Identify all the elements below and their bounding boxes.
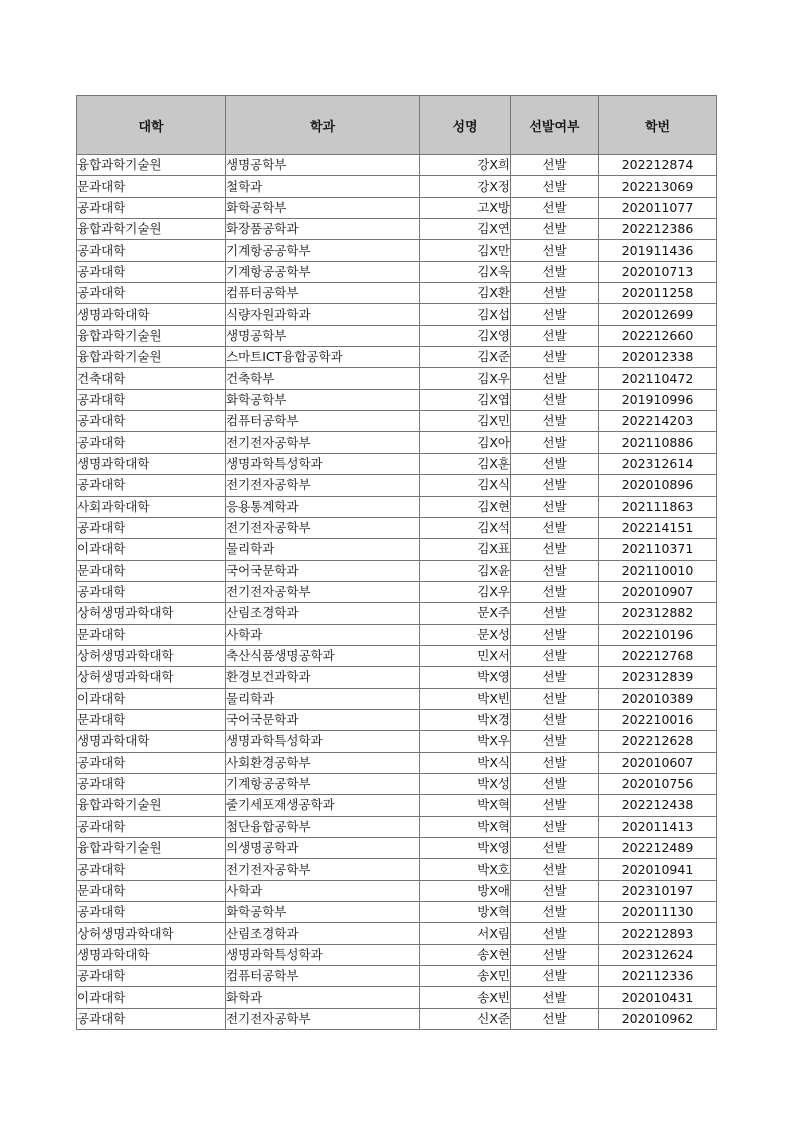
cell-department: 의생명공학과 bbox=[226, 838, 420, 859]
cell-selection: 선발 bbox=[511, 304, 599, 325]
cell-name: 김X엽 bbox=[420, 389, 511, 410]
cell-college: 융합과학기술원 bbox=[77, 795, 226, 816]
cell-college: 이과대학 bbox=[77, 688, 226, 709]
cell-college: 공과대학 bbox=[77, 1008, 226, 1029]
cell-name: 송X현 bbox=[420, 944, 511, 965]
cell-name: 박X호 bbox=[420, 859, 511, 880]
table-row bbox=[77, 325, 717, 346]
cell-college: 융합과학기술원 bbox=[77, 347, 226, 368]
cell-college: 융합과학기술원 bbox=[77, 325, 226, 346]
cell-college: 공과대학 bbox=[77, 475, 226, 496]
cell-selection: 선발 bbox=[511, 155, 599, 176]
cell-selection: 선발 bbox=[511, 261, 599, 282]
table-row bbox=[77, 902, 717, 923]
table-row bbox=[77, 838, 717, 859]
cell-college: 문과대학 bbox=[77, 709, 226, 730]
table-row bbox=[77, 752, 717, 773]
cell-student-id: 202010713 bbox=[599, 261, 717, 282]
table-row bbox=[77, 261, 717, 282]
cell-department: 화학공학부 bbox=[226, 197, 420, 218]
table-row bbox=[77, 987, 717, 1008]
cell-selection: 선발 bbox=[511, 581, 599, 602]
cell-department: 환경보건과학과 bbox=[226, 667, 420, 688]
cell-name: 박X영 bbox=[420, 838, 511, 859]
cell-department: 전기전자공학부 bbox=[226, 1008, 420, 1029]
cell-selection: 선발 bbox=[511, 176, 599, 197]
cell-selection: 선발 bbox=[511, 880, 599, 901]
cell-name: 김X섭 bbox=[420, 304, 511, 325]
cell-college: 공과대학 bbox=[77, 411, 226, 432]
cell-selection: 선발 bbox=[511, 432, 599, 453]
cell-college: 사회과학대학 bbox=[77, 496, 226, 517]
table-row bbox=[77, 283, 717, 304]
cell-college: 문과대학 bbox=[77, 176, 226, 197]
cell-department: 화학공학부 bbox=[226, 389, 420, 410]
cell-selection: 선발 bbox=[511, 987, 599, 1008]
cell-student-id: 202212874 bbox=[599, 155, 717, 176]
table-row bbox=[77, 432, 717, 453]
cell-college: 공과대학 bbox=[77, 261, 226, 282]
cell-student-id: 202212489 bbox=[599, 838, 717, 859]
cell-department: 전기전자공학부 bbox=[226, 581, 420, 602]
cell-name: 김X연 bbox=[420, 219, 511, 240]
cell-student-id: 201910996 bbox=[599, 389, 717, 410]
table-row bbox=[77, 560, 717, 581]
cell-student-id: 202010941 bbox=[599, 859, 717, 880]
cell-selection: 선발 bbox=[511, 603, 599, 624]
cell-name: 박X우 bbox=[420, 731, 511, 752]
cell-student-id: 202312839 bbox=[599, 667, 717, 688]
cell-department: 컴퓨터공학부 bbox=[226, 966, 420, 987]
cell-college: 융합과학기술원 bbox=[77, 838, 226, 859]
cell-name: 박X빈 bbox=[420, 688, 511, 709]
cell-selection: 선발 bbox=[511, 283, 599, 304]
cell-student-id: 202214203 bbox=[599, 411, 717, 432]
table-row bbox=[77, 155, 717, 176]
cell-selection: 선발 bbox=[511, 496, 599, 517]
cell-student-id: 202010389 bbox=[599, 688, 717, 709]
cell-student-id: 202010962 bbox=[599, 1008, 717, 1029]
cell-college: 공과대학 bbox=[77, 859, 226, 880]
table-header bbox=[77, 96, 717, 155]
cell-department: 물리학과 bbox=[226, 688, 420, 709]
cell-student-id: 202212768 bbox=[599, 645, 717, 666]
cell-student-id: 202110010 bbox=[599, 560, 717, 581]
cell-student-id: 202212628 bbox=[599, 731, 717, 752]
cell-student-id: 202010896 bbox=[599, 475, 717, 496]
cell-student-id: 202111863 bbox=[599, 496, 717, 517]
cell-selection: 선발 bbox=[511, 752, 599, 773]
cell-department: 건축학부 bbox=[226, 368, 420, 389]
cell-selection: 선발 bbox=[511, 539, 599, 560]
cell-student-id: 202210016 bbox=[599, 709, 717, 730]
cell-selection: 선발 bbox=[511, 325, 599, 346]
cell-department: 첨단융합공학부 bbox=[226, 816, 420, 837]
cell-student-id: 202212660 bbox=[599, 325, 717, 346]
cell-name: 김X민 bbox=[420, 411, 511, 432]
cell-name: 박X식 bbox=[420, 752, 511, 773]
cell-selection: 선발 bbox=[511, 517, 599, 538]
cell-department: 사학과 bbox=[226, 624, 420, 645]
table-row bbox=[77, 923, 717, 944]
cell-name: 김X우 bbox=[420, 581, 511, 602]
table-row bbox=[77, 795, 717, 816]
cell-name: 김X환 bbox=[420, 283, 511, 304]
cell-name: 김X윤 bbox=[420, 560, 511, 581]
cell-name: 김X훈 bbox=[420, 453, 511, 474]
cell-student-id: 202010756 bbox=[599, 773, 717, 794]
cell-college: 문과대학 bbox=[77, 624, 226, 645]
table-row bbox=[77, 816, 717, 837]
cell-student-id: 202011077 bbox=[599, 197, 717, 218]
cell-student-id: 202010907 bbox=[599, 581, 717, 602]
table-row bbox=[77, 240, 717, 261]
cell-college: 공과대학 bbox=[77, 581, 226, 602]
cell-department: 화학과 bbox=[226, 987, 420, 1008]
cell-selection: 선발 bbox=[511, 389, 599, 410]
cell-department: 축산식품생명공학과 bbox=[226, 645, 420, 666]
cell-student-id: 202312614 bbox=[599, 453, 717, 474]
table-row bbox=[77, 645, 717, 666]
cell-student-id: 202110371 bbox=[599, 539, 717, 560]
cell-name: 김X표 bbox=[420, 539, 511, 560]
cell-college: 공과대학 bbox=[77, 773, 226, 794]
cell-student-id: 202010431 bbox=[599, 987, 717, 1008]
cell-college: 문과대학 bbox=[77, 880, 226, 901]
cell-department: 산림조경학과 bbox=[226, 603, 420, 624]
cell-student-id: 202212438 bbox=[599, 795, 717, 816]
cell-department: 식량자원과학과 bbox=[226, 304, 420, 325]
cell-student-id: 202110886 bbox=[599, 432, 717, 453]
cell-name: 김X우 bbox=[420, 368, 511, 389]
cell-selection: 선발 bbox=[511, 688, 599, 709]
table-row bbox=[77, 475, 717, 496]
cell-name: 박X영 bbox=[420, 667, 511, 688]
cell-college: 공과대학 bbox=[77, 197, 226, 218]
cell-department: 생명과학특성학과 bbox=[226, 944, 420, 965]
cell-selection: 선발 bbox=[511, 197, 599, 218]
cell-student-id: 202312624 bbox=[599, 944, 717, 965]
cell-student-id: 202213069 bbox=[599, 176, 717, 197]
cell-name: 강X희 bbox=[420, 155, 511, 176]
cell-selection: 선발 bbox=[511, 944, 599, 965]
cell-selection: 선발 bbox=[511, 453, 599, 474]
cell-name: 김X현 bbox=[420, 496, 511, 517]
cell-name: 박X혁 bbox=[420, 795, 511, 816]
cell-name: 방X혁 bbox=[420, 902, 511, 923]
table-body bbox=[77, 155, 717, 1030]
cell-department: 줄기세포재생공학과 bbox=[226, 795, 420, 816]
table-row bbox=[77, 496, 717, 517]
cell-selection: 선발 bbox=[511, 560, 599, 581]
cell-department: 스마트ICT융합공학과 bbox=[226, 347, 420, 368]
cell-college: 상허생명과학대학 bbox=[77, 645, 226, 666]
table-row bbox=[77, 944, 717, 965]
cell-student-id: 202212386 bbox=[599, 219, 717, 240]
cell-name: 송X민 bbox=[420, 966, 511, 987]
cell-college: 상허생명과학대학 bbox=[77, 923, 226, 944]
table-row bbox=[77, 411, 717, 432]
table-row bbox=[77, 667, 717, 688]
cell-department: 사회환경공학부 bbox=[226, 752, 420, 773]
cell-student-id: 202110472 bbox=[599, 368, 717, 389]
cell-student-id: 202010607 bbox=[599, 752, 717, 773]
cell-student-id: 202012338 bbox=[599, 347, 717, 368]
cell-name: 문X성 bbox=[420, 624, 511, 645]
cell-name: 박X경 bbox=[420, 709, 511, 730]
header-department: 학과 bbox=[226, 96, 420, 155]
cell-selection: 선발 bbox=[511, 838, 599, 859]
header-college: 대학 bbox=[77, 96, 226, 155]
cell-name: 김X식 bbox=[420, 475, 511, 496]
cell-college: 공과대학 bbox=[77, 752, 226, 773]
cell-student-id: 202011130 bbox=[599, 902, 717, 923]
cell-name: 김X영 bbox=[420, 325, 511, 346]
cell-college: 융합과학기술원 bbox=[77, 155, 226, 176]
cell-selection: 선발 bbox=[511, 624, 599, 645]
cell-selection: 선발 bbox=[511, 475, 599, 496]
cell-name: 강X정 bbox=[420, 176, 511, 197]
table-row bbox=[77, 368, 717, 389]
cell-department: 철학과 bbox=[226, 176, 420, 197]
cell-department: 기계항공공학부 bbox=[226, 773, 420, 794]
cell-college: 생명과학대학 bbox=[77, 944, 226, 965]
cell-selection: 선발 bbox=[511, 645, 599, 666]
cell-department: 사학과 bbox=[226, 880, 420, 901]
table-row bbox=[77, 304, 717, 325]
cell-department: 생명과학특성학과 bbox=[226, 731, 420, 752]
cell-department: 화학공학부 bbox=[226, 902, 420, 923]
cell-college: 이과대학 bbox=[77, 987, 226, 1008]
cell-student-id: 202310197 bbox=[599, 880, 717, 901]
cell-student-id: 202012699 bbox=[599, 304, 717, 325]
cell-name: 김X욱 bbox=[420, 261, 511, 282]
cell-name: 송X빈 bbox=[420, 987, 511, 1008]
cell-college: 공과대학 bbox=[77, 816, 226, 837]
cell-student-id: 202210196 bbox=[599, 624, 717, 645]
table-row bbox=[77, 1008, 717, 1029]
cell-selection: 선발 bbox=[511, 859, 599, 880]
cell-department: 컴퓨터공학부 bbox=[226, 283, 420, 304]
cell-name: 김X석 bbox=[420, 517, 511, 538]
cell-college: 융합과학기술원 bbox=[77, 219, 226, 240]
cell-college: 공과대학 bbox=[77, 240, 226, 261]
cell-student-id: 202212893 bbox=[599, 923, 717, 944]
cell-selection: 선발 bbox=[511, 667, 599, 688]
cell-college: 건축대학 bbox=[77, 368, 226, 389]
cell-college: 상허생명과학대학 bbox=[77, 603, 226, 624]
header-row bbox=[77, 96, 717, 155]
cell-selection: 선발 bbox=[511, 411, 599, 432]
cell-student-id: 202011258 bbox=[599, 283, 717, 304]
cell-selection: 선발 bbox=[511, 347, 599, 368]
cell-name: 김X준 bbox=[420, 347, 511, 368]
cell-selection: 선발 bbox=[511, 966, 599, 987]
table-row bbox=[77, 176, 717, 197]
cell-college: 이과대학 bbox=[77, 539, 226, 560]
cell-department: 생명공학부 bbox=[226, 155, 420, 176]
cell-student-id: 202112336 bbox=[599, 966, 717, 987]
cell-name: 고X방 bbox=[420, 197, 511, 218]
table-row bbox=[77, 347, 717, 368]
cell-selection: 선발 bbox=[511, 731, 599, 752]
cell-department: 전기전자공학부 bbox=[226, 475, 420, 496]
cell-college: 생명과학대학 bbox=[77, 304, 226, 325]
cell-name: 문X주 bbox=[420, 603, 511, 624]
table-row bbox=[77, 731, 717, 752]
table-row bbox=[77, 773, 717, 794]
table-row bbox=[77, 389, 717, 410]
cell-selection: 선발 bbox=[511, 902, 599, 923]
table-row bbox=[77, 688, 717, 709]
cell-student-id: 202214151 bbox=[599, 517, 717, 538]
table-row bbox=[77, 624, 717, 645]
cell-college: 공과대학 bbox=[77, 283, 226, 304]
cell-college: 생명과학대학 bbox=[77, 453, 226, 474]
cell-selection: 선발 bbox=[511, 923, 599, 944]
cell-name: 신X준 bbox=[420, 1008, 511, 1029]
table-row bbox=[77, 709, 717, 730]
selection-roster-table bbox=[76, 95, 717, 1030]
cell-name: 김X만 bbox=[420, 240, 511, 261]
cell-department: 컴퓨터공학부 bbox=[226, 411, 420, 432]
cell-selection: 선발 bbox=[511, 219, 599, 240]
table-row bbox=[77, 539, 717, 560]
cell-department: 국어국문학과 bbox=[226, 560, 420, 581]
cell-department: 생명과학특성학과 bbox=[226, 453, 420, 474]
cell-department: 국어국문학과 bbox=[226, 709, 420, 730]
cell-name: 방X애 bbox=[420, 880, 511, 901]
table-row bbox=[77, 581, 717, 602]
cell-department: 물리학과 bbox=[226, 539, 420, 560]
cell-selection: 선발 bbox=[511, 368, 599, 389]
cell-department: 산림조경학과 bbox=[226, 923, 420, 944]
table-row bbox=[77, 859, 717, 880]
cell-college: 생명과학대학 bbox=[77, 731, 226, 752]
header-student-id: 학번 bbox=[599, 96, 717, 155]
table-row bbox=[77, 219, 717, 240]
header-selection: 선발여부 bbox=[511, 96, 599, 155]
cell-selection: 선발 bbox=[511, 795, 599, 816]
cell-department: 기계항공공학부 bbox=[226, 261, 420, 282]
cell-college: 공과대학 bbox=[77, 966, 226, 987]
cell-selection: 선발 bbox=[511, 773, 599, 794]
cell-student-id: 201911436 bbox=[599, 240, 717, 261]
cell-name: 박X성 bbox=[420, 773, 511, 794]
cell-department: 기계항공공학부 bbox=[226, 240, 420, 261]
table-row bbox=[77, 453, 717, 474]
header-name: 성명 bbox=[420, 96, 511, 155]
table-row bbox=[77, 966, 717, 987]
table-row bbox=[77, 517, 717, 538]
cell-college: 공과대학 bbox=[77, 432, 226, 453]
cell-college: 공과대학 bbox=[77, 517, 226, 538]
table-row bbox=[77, 880, 717, 901]
cell-selection: 선발 bbox=[511, 709, 599, 730]
cell-college: 문과대학 bbox=[77, 560, 226, 581]
cell-student-id: 202312882 bbox=[599, 603, 717, 624]
cell-name: 민X서 bbox=[420, 645, 511, 666]
cell-name: 박X혁 bbox=[420, 816, 511, 837]
table-row bbox=[77, 603, 717, 624]
cell-name: 서X림 bbox=[420, 923, 511, 944]
cell-name: 김X아 bbox=[420, 432, 511, 453]
cell-student-id: 202011413 bbox=[599, 816, 717, 837]
cell-department: 응용통계학과 bbox=[226, 496, 420, 517]
cell-department: 전기전자공학부 bbox=[226, 432, 420, 453]
cell-department: 전기전자공학부 bbox=[226, 517, 420, 538]
cell-department: 화장품공학과 bbox=[226, 219, 420, 240]
cell-selection: 선발 bbox=[511, 1008, 599, 1029]
table-row bbox=[77, 197, 717, 218]
cell-department: 전기전자공학부 bbox=[226, 859, 420, 880]
cell-college: 공과대학 bbox=[77, 389, 226, 410]
cell-selection: 선발 bbox=[511, 240, 599, 261]
cell-college: 상허생명과학대학 bbox=[77, 667, 226, 688]
cell-selection: 선발 bbox=[511, 816, 599, 837]
cell-college: 공과대학 bbox=[77, 902, 226, 923]
cell-department: 생명공학부 bbox=[226, 325, 420, 346]
